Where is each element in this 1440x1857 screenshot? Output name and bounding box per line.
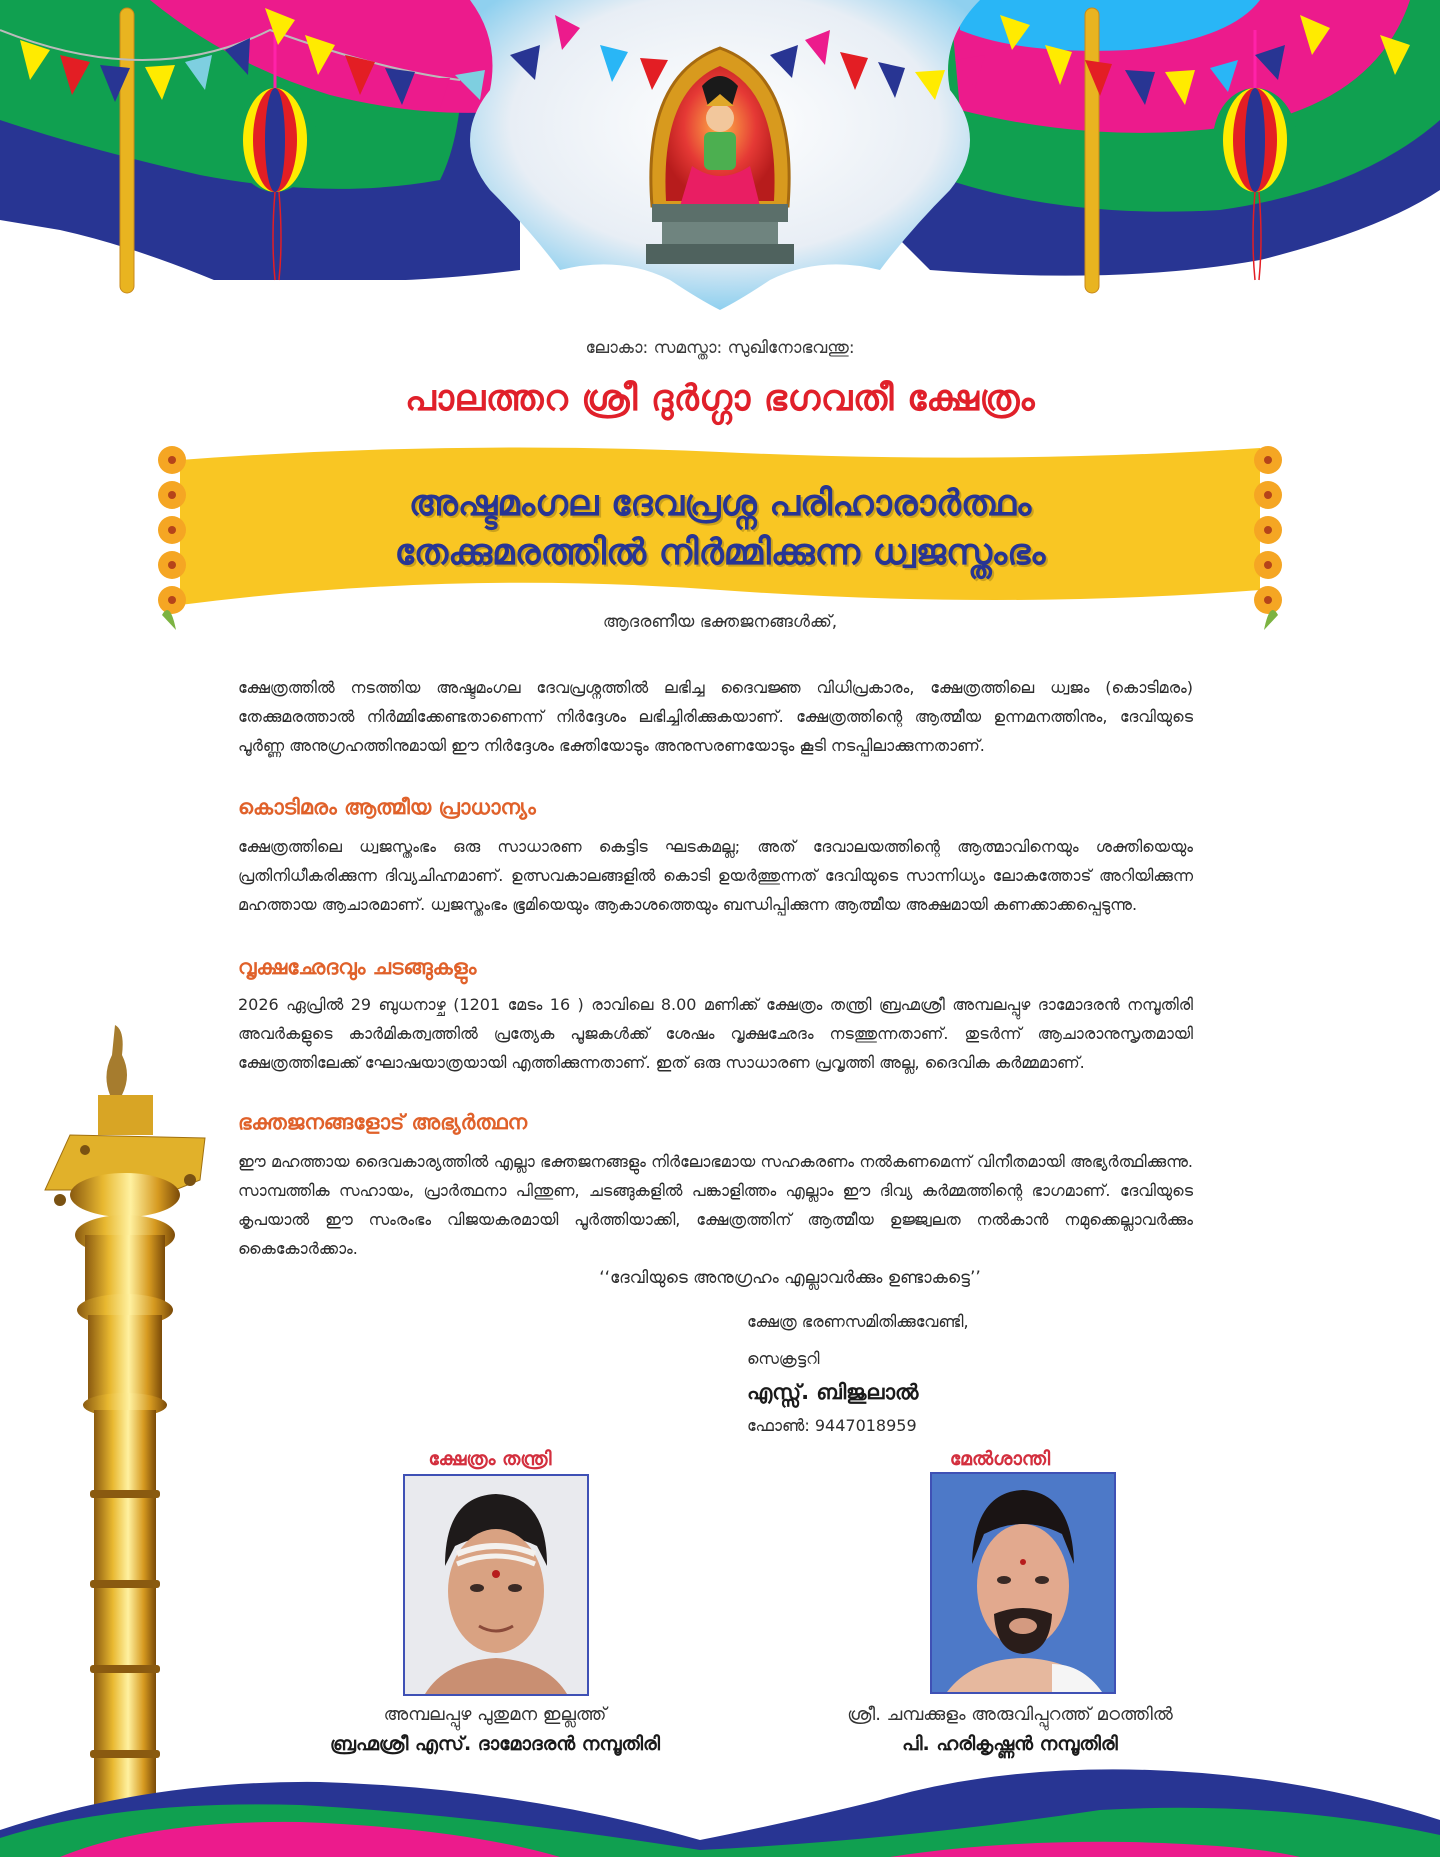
zigzag-wave-border	[0, 1760, 1440, 1857]
deity-image	[632, 36, 808, 266]
banner-title-line1: അഷ്ടമംഗല ദേവപ്രശ്ന പരിഹാരാർത്ഥം	[408, 483, 1032, 524]
melshanti-house-name: ശ്രീ. ചമ്പക്കുളം അരുവിപ്പുറത്ത് മഠത്തിൽ	[847, 1704, 1173, 1725]
person-photo-icon	[932, 1474, 1114, 1692]
tantri-house-name: അമ്പലപ്പുഴ പുതുമന ഇല്ലത്ത്	[383, 1704, 607, 1725]
section-heading-ceremony: വൃക്ഷഛേദവും ചടങ്ങുകളും	[238, 955, 477, 979]
section-heading-appeal: ഭക്തജനങ്ങളോട് അഭ്യർത്ഥന	[238, 1110, 528, 1134]
melshanti-name: പി. ഹരികൃഷ്ണൻ നമ്പൂതിരി	[902, 1733, 1118, 1755]
flagstaff-icon	[30, 1020, 220, 1820]
golden-flagstaff-image	[30, 1020, 220, 1820]
section-heading-kodimaram: കൊടിമരം ആത്മീയ പ്രാധാന്യം	[238, 795, 536, 819]
signature-title: സെക്രട്ടറി	[747, 1349, 820, 1368]
section-text-kodimaram: ക്ഷേത്രത്തിലെ ധ്വജസ്തംഭം ഒരു സാധാരണ കെട്ടിട ഘടകമല്ല; അത് ദേവാലയത്തിന്റെ ആത്മാവിനെയും ശക്തിയെയും പ്രതിനിധീകരിക്കുന്ന ദിവ്യചിഹ്നമാണ്. ഉത്സവകാലങ്ങളിൽ കൊടി ഉയർത്തുന്നത് ദേവിയുടെ സാന്നിധ്യം ലോകത്തോട് അറിയിക്കുന്ന മഹത്തായ ആചാരമാണ്. ധ്വജസ്തംഭം ഭൂമിയെയും ആകാശത്തെയും ബന്ധിപ്പിക്കുന്ന ആത്മീയ അക്ഷമായി കണക്കാക്കപ്പെടുന്നു.	[238, 837, 1193, 914]
signature-phone	[747, 1416, 917, 1436]
tantri-name: ബ്രഹ്മശ്രീ എസ്. ദാമോദരൻ നമ്പൂതിരി	[330, 1733, 660, 1755]
sanskrit-motto: ലോകാ: സമസ്താ: സുഖിനോഭവന്തു:	[585, 338, 855, 358]
bottom-festive-border	[0, 1760, 1440, 1857]
section-text-ceremony: 2026 ഏപ്രിൽ 29 ബുധനാഴ്ച (1201 മേടം 16 ) രാവിലെ 8.00 മണിക്ക് ക്ഷേത്രം തന്ത്രി ബ്രഹ്മശ്രീ അമ്പലപ്പുഴ ദാമോദരൻ നമ്പൂതിരി അവർകളുടെ കാർമികത്വത്തിൽ പ്രത്യേക പൂജകൾക്ക് ശേഷം വൃക്ഷഛേദം നടത്തുന്നതാണ്. തുടർന്ന് ആചാരാനുസൃതമായി ക്ഷേത്രത്തിലേക്ക് ഘോഷയാത്രയായി എത്തിക്കുന്നതാണ്. ഇത് ഒരു സാധാരണ പ്രവൃത്തി അല്ല, ദൈവിക കർമ്മമാണ്.	[238, 995, 1193, 1072]
role-tantri: ക്ഷേത്രം തന്ത്രി	[428, 1448, 552, 1470]
temple-name: പാലത്തറ ശ്രീ ദുർഗ്ഗാ ഭഗവതീ ക്ഷേത്രം	[404, 378, 1036, 419]
goddess-icon	[632, 36, 808, 266]
role-melshanti: മേൽശാന്തി	[949, 1448, 1051, 1470]
section-text-appeal: ഈ മഹത്തായ ദൈവകാര്യത്തിൽ എല്ലാ ഭക്തജനങ്ങളും നിർലോഭമായ സഹകരണം നൽകണമെന്ന് വിനീതമായി അഭ്യർത്ഥിക്കുന്നു. സാമ്പത്തിക സഹായം, പ്രാർത്ഥനാ പിന്തുണ, ചടങ്ങുകളിൽ പങ്കാളിത്തം എല്ലാം ഈ ദിവ്യ കർമ്മത്തിന്റെ ഭാഗമാണ്. ദേവിയുടെ കൃപയാൽ ഈ സംരംഭം വിജയകരമായി പൂർത്തിയാക്കി, ക്ഷേത്രത്തിന് ആത്മീയ ഉജ്ജ്വലത നൽകാൻ നമുക്കെല്ലാവർക്കും കൈകോർക്കാം.	[238, 1152, 1193, 1258]
salutation: ആദരണീയ ഭക്തജനങ്ങൾക്ക്,	[602, 612, 838, 632]
blessing-quote: ‘‘ദേവിയുടെ അനുഗ്രഹം എല്ലാവർക്കും ഉണ്ടാകട്ടെ’’	[599, 1268, 981, 1288]
intro-paragraph: ക്ഷേത്രത്തിൽ നടത്തിയ അഷ്ടമംഗല ദേവപ്രശ്നത്തിൽ ലഭിച്ച ദൈവജ്ഞ വിധിപ്രകാരം, ക്ഷേത്രത്തിലെ ധ്വജം (കൊടിമരം) തേക്കുമരത്താൽ നിർമ്മിക്കേണ്ടതാണെന്ന് നിർദ്ദേശം ലഭിച്ചിരിക്കുകയാണ്. ക്ഷേത്രത്തിന്റെ ആത്മീയ ഉന്നമനത്തിനും, ദേവിയുടെ പൂർണ്ണ അനുഗ്രഹത്തിനുമായി ഈ നിർദ്ദേശം ഭക്തിയോടും അനുസരണയോടും കൂടി നടപ്പിലാക്കുന്നതാണ്.	[238, 678, 1193, 755]
signature-on-behalf: ക്ഷേത്ര ഭരണസമിതിക്കുവേണ്ടി,	[747, 1312, 969, 1331]
phone-label: ഫോൺ:	[747, 1416, 810, 1435]
portrait-tantri	[403, 1474, 589, 1696]
banner-title-line2: തേക്കുമരത്തിൽ നിർമ്മിക്കുന്ന ധ്വജസ്തംഭം	[394, 532, 1046, 573]
phone-number: 9447018959	[814, 1416, 917, 1435]
portrait-melshanti	[930, 1472, 1116, 1694]
signature-name: എസ്സ്. ബിജുലാൽ	[747, 1380, 919, 1404]
person-photo-icon	[405, 1476, 587, 1694]
